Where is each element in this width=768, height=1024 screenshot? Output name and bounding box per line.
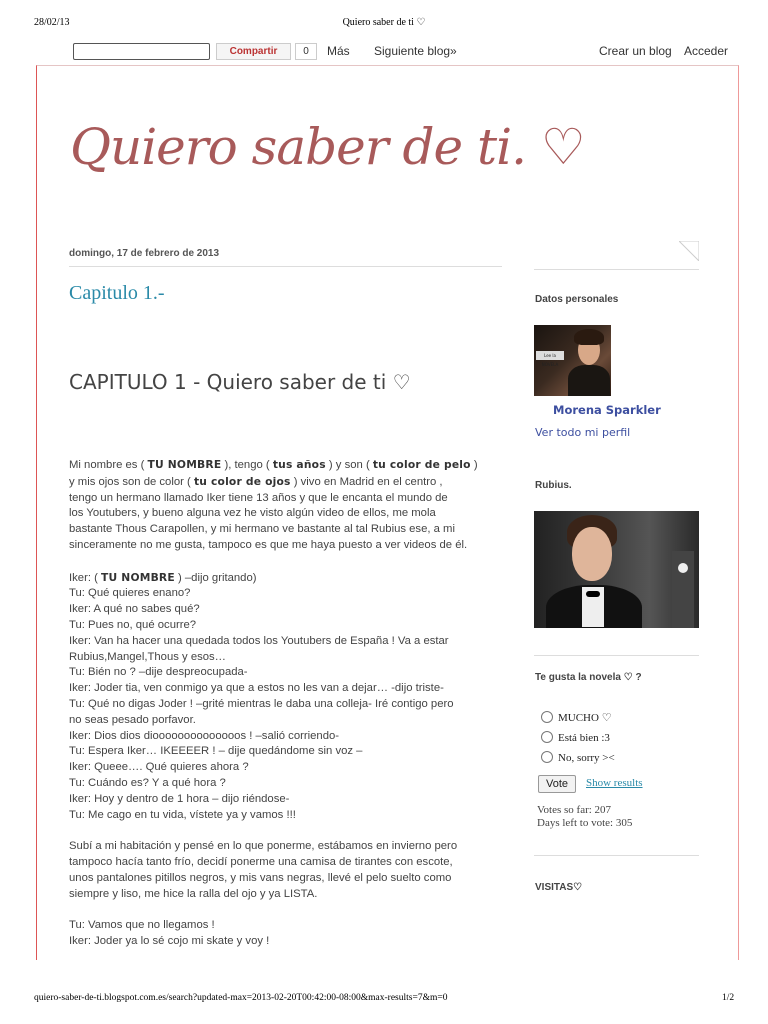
text-line (69, 618, 505, 634)
text-line (69, 808, 505, 824)
divider (69, 266, 502, 267)
text-line (69, 776, 505, 792)
post-heading: CAPITULO 1 - Quiero saber de ti ♡ (69, 370, 411, 394)
text-run: Tu: Espera Iker… IKEEEER ! – dije quedándome sin voz – (69, 745, 363, 758)
text-run: los Youtubers, y bueno alguna vez he visto algún video de ellos, me mola (69, 507, 436, 520)
text-line (69, 887, 505, 903)
post-paragraph (69, 918, 505, 950)
page-fold-icon (679, 241, 699, 261)
text-run: sinceramente no me gusta, tampoco es que me haya puesto a ver videos de él. (69, 538, 468, 551)
text-run: Tu: Qué no digas Joder ! –grité mientras le daba una colleja- Iré contigo pero (69, 697, 454, 710)
text-run: tengo un hermano llamado Iker tiene 13 años y que le encanta el mundo de (69, 491, 448, 504)
post-body (69, 457, 505, 966)
poll-option-label: Está bien :3 (558, 732, 610, 744)
text-run: Iker: Dios dios dioooooooooooooos ! –salió corriendo- (69, 729, 340, 742)
text-line (69, 855, 505, 871)
post-dialogue (69, 570, 505, 824)
text-run: Subí a mi habitación y pensé en lo que ponerme, estábamos en invierno pero (69, 840, 458, 853)
text-run: bastante Thous Carapollen, y mi hermano ve bastante al tal Rubius ese, a mi (69, 523, 455, 536)
text-line (69, 665, 505, 681)
rubius-heading: Rubius. (535, 480, 572, 491)
text-run: Tu: Me cago en tu vida, vístete ya y vamos !!! (69, 808, 296, 821)
text-run: ) (470, 459, 478, 471)
text-line (69, 871, 505, 887)
text-run: tampoco hacía tanto frío, decidí ponerme una camisa de tirantes con escote, (69, 855, 453, 868)
text-line (69, 839, 505, 855)
radio-button[interactable] (541, 751, 553, 763)
text-run: Rubius,Mangel,Thous y esos… (69, 650, 226, 663)
text-run: ) vivo en Madrid en el centro , (290, 475, 443, 488)
text-run: Iker: Hoy y dentro de 1 hora – dijo riéndose- (69, 792, 290, 805)
create-blog-link[interactable]: Crear un blog (599, 44, 672, 58)
more-link[interactable]: Más (327, 44, 350, 58)
login-link[interactable]: Acceder (684, 44, 729, 58)
profile-name-link[interactable]: Morena Sparkler (553, 403, 661, 417)
show-results-link[interactable]: Show results (586, 777, 643, 789)
text-run: Tu: Qué quieres enano? (69, 587, 191, 600)
print-header (0, 17, 768, 31)
text-line (69, 681, 505, 697)
text-line (69, 522, 505, 538)
text-run: ), tengo ( (221, 459, 273, 471)
divider (534, 855, 699, 856)
print-date: 28/02/13 (34, 17, 70, 28)
print-title: Quiero saber de ti ♡ (342, 17, 426, 28)
text-run: Iker: ( (69, 571, 102, 584)
placeholder-text: TU NOMBRE (147, 458, 222, 471)
text-run: siempre y liso, me hice la ralla del ojo y ya LISTA. (69, 887, 318, 900)
search-input[interactable] (73, 43, 210, 60)
share-count: 0 (295, 43, 317, 60)
text-line (69, 570, 505, 587)
text-run: Mi nombre es ( (69, 459, 148, 471)
text-line (69, 650, 505, 666)
poll-option[interactable] (541, 711, 612, 725)
text-run: Iker: A qué no sabes qué? (69, 603, 200, 616)
text-line (69, 586, 505, 602)
text-line (69, 697, 505, 713)
text-line (69, 538, 505, 554)
view-profile-link[interactable]: Ver todo mi perfil (535, 426, 631, 439)
vote-button[interactable]: Vote (538, 775, 576, 793)
text-run: Tu: Bién no ? –dije despreocupada- (69, 666, 248, 679)
text-line (69, 744, 505, 760)
text-line (69, 713, 505, 729)
poll-option[interactable] (541, 751, 615, 765)
text-line (69, 934, 505, 950)
text-run: Iker: Queee…. Qué quieres ahora ? (69, 761, 249, 774)
text-line (69, 602, 505, 618)
text-line (69, 634, 505, 650)
poll-heading: Te gusta la novela ♡ ? (535, 672, 642, 683)
post-title[interactable]: Capitulo 1.- (69, 282, 165, 304)
text-run: Iker: Joder ya lo sé cojo mi skate y voy ! (69, 934, 270, 947)
share-button[interactable]: Compartir (216, 43, 291, 60)
rubius-photo (534, 511, 699, 628)
radio-button[interactable] (541, 731, 553, 743)
next-blog-link[interactable]: Siguiente blog» (374, 44, 457, 58)
text-run: Iker: Joder tia, ven conmigo ya que a estos no les van a dejar… -dijo triste- (69, 682, 444, 695)
text-line (69, 792, 505, 808)
text-run: ) y son ( (325, 459, 373, 471)
text-line (69, 474, 505, 491)
divider (534, 655, 699, 656)
text-line (69, 491, 505, 507)
text-line (69, 760, 505, 776)
visitas-heading: VISITAS♡ (535, 882, 583, 893)
placeholder-text: tu color de pelo (372, 458, 471, 471)
post-paragraph (69, 839, 505, 902)
text-run: unos pantalones pitillos negros, y mis vans negras, llevé el pelo suelto como (69, 871, 452, 884)
poll-option-label: No, sorry >< (558, 752, 615, 764)
text-run: Tu: Vamos que no llegamos ! (69, 919, 215, 932)
text-run: Tu: Cuándo es? Y a qué hora ? (69, 776, 226, 789)
text-line (69, 729, 505, 745)
text-run: ) –dijo gritando) (174, 571, 257, 584)
post-date: domingo, 17 de febrero de 2013 (69, 248, 220, 259)
text-line (69, 457, 505, 474)
text-run: Iker: Van ha hacer una quedada todos los Youtubers de España ! Va a estar (69, 634, 449, 647)
blogger-navbar (0, 42, 768, 62)
text-run: no seas pesado porfavor. (69, 713, 196, 726)
post-paragraph (69, 457, 505, 554)
placeholder-text: tu color de ojos (193, 474, 291, 488)
days-left: Days left to vote: 305 (537, 817, 633, 829)
text-run: y mis ojos son de color ( (69, 475, 194, 488)
profile-photo[interactable] (534, 325, 611, 396)
poll-option[interactable] (541, 731, 610, 745)
votes-so-far: Votes so far: 207 (537, 804, 612, 816)
poll-option-label: MUCHO ♡ (558, 712, 612, 724)
text-line (69, 506, 505, 522)
print-footer-url: quiero-saber-de-ti.blogspot.com.es/search?updated-max=2013-02-20T00:42:00-08:00&max-results=7&m=0 (34, 993, 448, 1003)
profile-heading: Datos personales (535, 294, 619, 305)
blog-title[interactable]: Quiero saber de ti. ♡ (70, 118, 585, 176)
text-run: Tu: Pues no, qué ocurre? (69, 618, 197, 631)
divider (534, 269, 699, 270)
text-line (69, 918, 505, 934)
radio-button[interactable] (541, 711, 553, 723)
placeholder-text: TU NOMBRE (101, 570, 175, 584)
profile-photo-sign: Lee la NOVELA (536, 351, 564, 360)
placeholder-text: tus años (272, 458, 326, 471)
print-page-number: 1/2 (722, 993, 735, 1003)
